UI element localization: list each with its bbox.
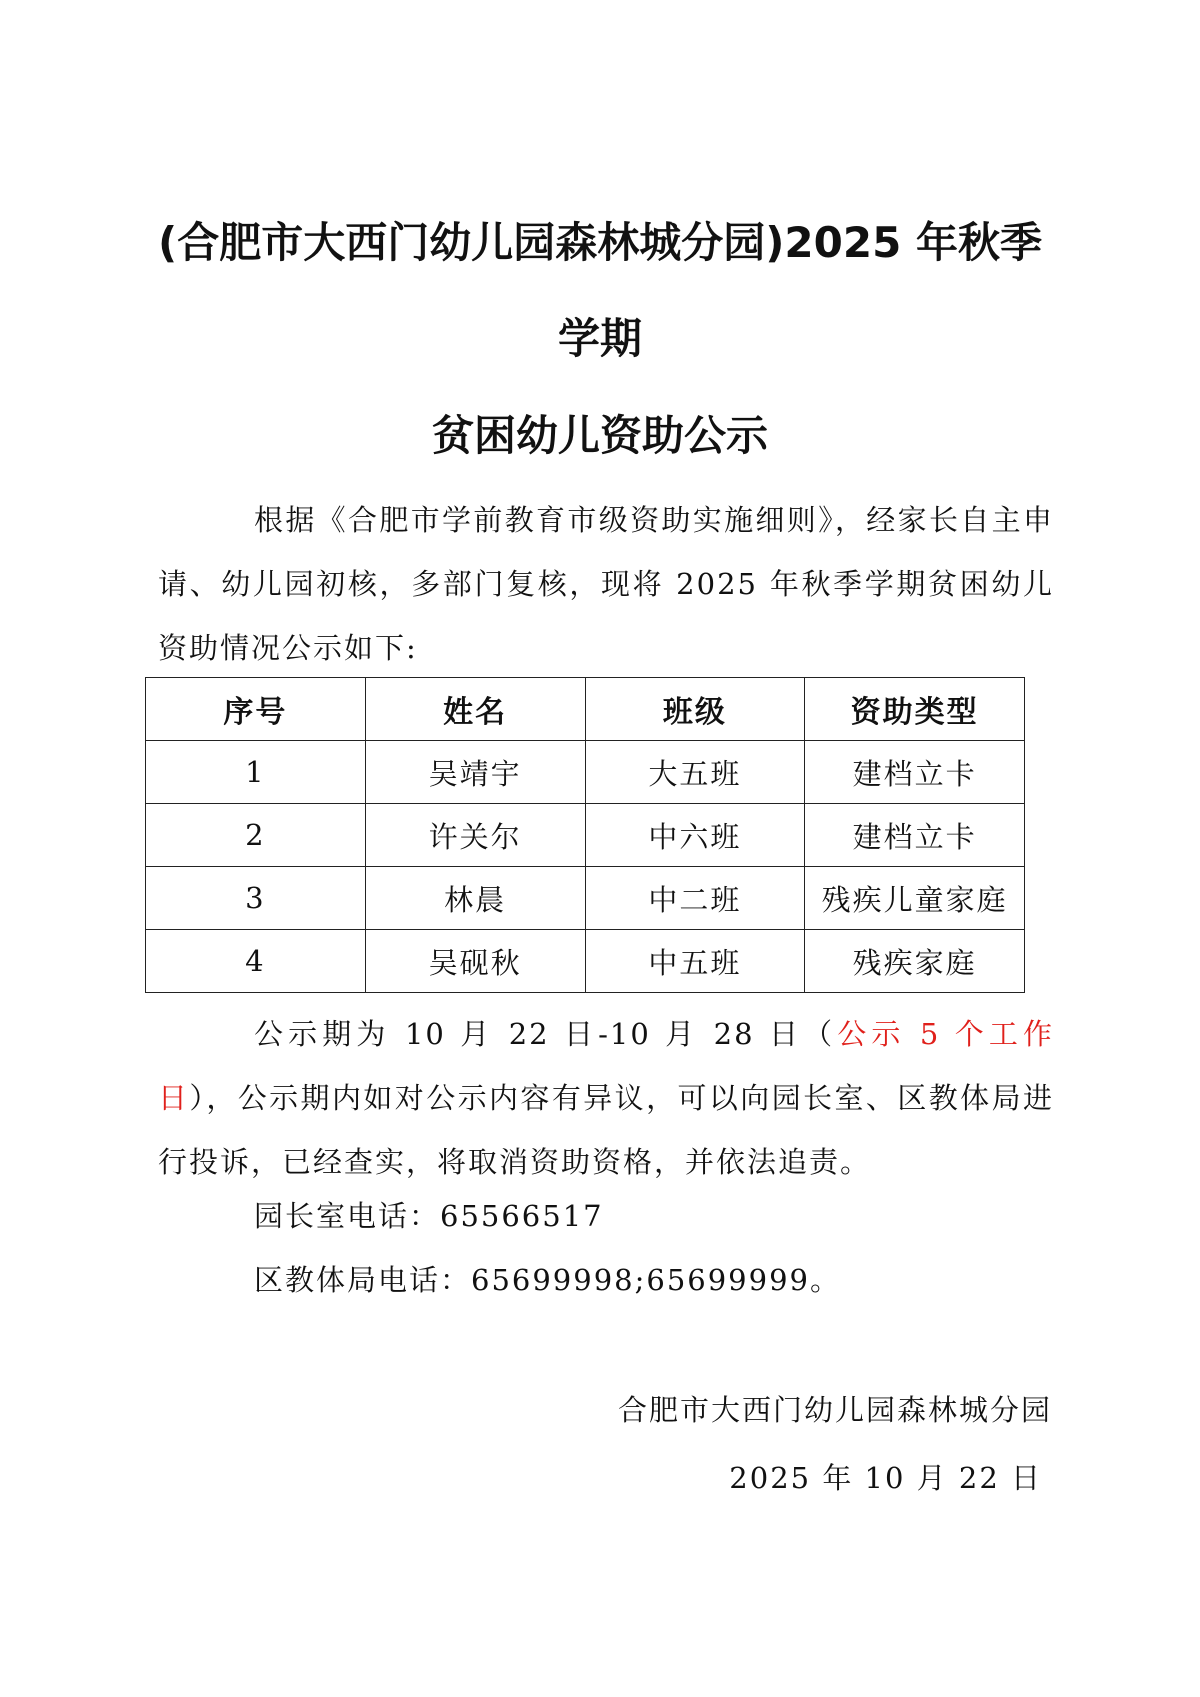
intro-paragraph: 根据《合肥市学前教育市级资助实施细则》，经家长自主申请、幼儿园初核，多部门复核，现将 2025 年秋季学期贫困幼儿资助情况公示如下: (158, 503, 1054, 665)
table-row (146, 867, 1025, 930)
cell-class: 中二班 (585, 867, 805, 930)
table-row (146, 804, 1025, 867)
cell-name: 吴靖宇 (365, 741, 585, 804)
header-index: 序号 (146, 678, 366, 741)
table-row (146, 741, 1025, 804)
cell-index: 1 (146, 741, 366, 804)
cell-aid-type: 建档立卡 (805, 741, 1025, 804)
header-name: 姓名 (365, 678, 585, 741)
notice-text-after: ），公示期内如对公示内容有异议，可以向园长室、区教体局进行投诉，已经查实，将取消资助资格，并依法追责。 (158, 1081, 1054, 1179)
document-title-line-1: (合肥市大西门幼儿园森林城分园)2025 年秋季 (158, 218, 1042, 267)
signature-date: 2025 年 10 月 22 日 (729, 1461, 1042, 1495)
cell-class: 中五班 (585, 930, 805, 993)
table-header-row (146, 678, 1025, 741)
cell-class: 大五班 (585, 741, 805, 804)
table-row (146, 930, 1025, 993)
document-title-line-2: 学期 (557, 314, 642, 363)
document-title-line-3: 贫困幼儿资助公示 (431, 411, 768, 460)
signature-organization: 合肥市大西门幼儿园森林城分园 (617, 1393, 1052, 1427)
cell-index: 2 (146, 804, 366, 867)
principal-phone: 园长室电话：65566517 (254, 1199, 604, 1233)
cell-index: 3 (146, 867, 366, 930)
notice-highlight: 公示 5 个工作日 (158, 1017, 1055, 1115)
header-class: 班级 (585, 678, 805, 741)
cell-class: 中六班 (585, 804, 805, 867)
cell-name: 吴砚秋 (365, 930, 585, 993)
cell-aid-type: 残疾家庭 (805, 930, 1025, 993)
cell-aid-type: 残疾儿童家庭 (805, 867, 1025, 930)
cell-index: 4 (146, 930, 366, 993)
header-aid-type: 资助类型 (805, 678, 1025, 741)
bureau-phone: 区教体局电话：65699998;65699999。 (254, 1263, 841, 1297)
cell-name: 许关尔 (365, 804, 585, 867)
notice-text-before: 公示期为 10 月 22 日-10 月 28 日（ (254, 1017, 838, 1051)
cell-name: 林晨 (365, 867, 585, 930)
notice-paragraph (158, 1002, 1054, 1194)
cell-aid-type: 建档立卡 (805, 804, 1025, 867)
aid-table (145, 677, 1025, 993)
